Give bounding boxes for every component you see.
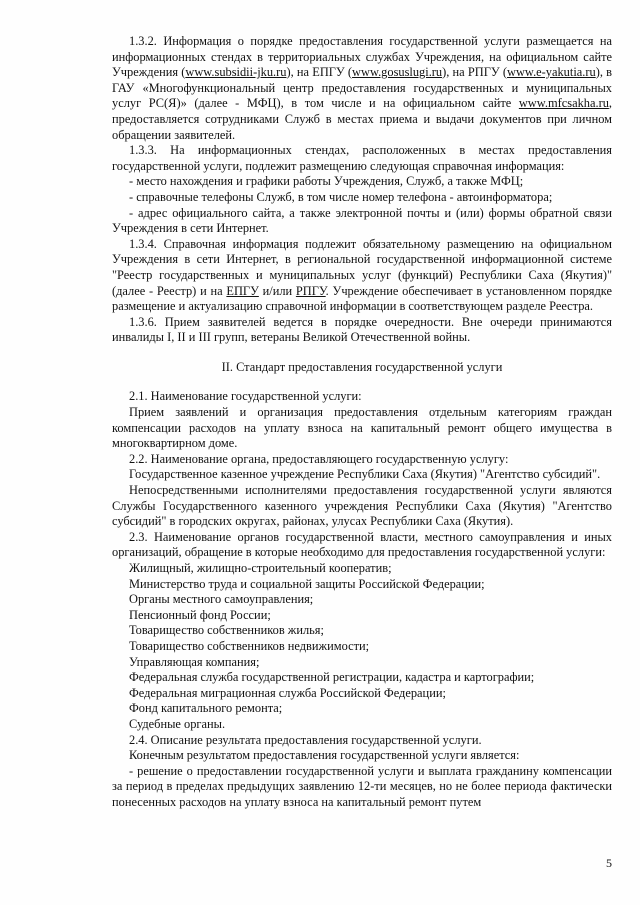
list-item: Пенсионный фонд России;	[129, 607, 271, 622]
list-item: Товарищество собственников недвижимости;	[129, 638, 370, 653]
list-item: Фонд капитального ремонта;	[129, 701, 283, 716]
page-number: 5	[606, 856, 612, 870]
text: ), в ГАУ «Многофункциональный центр предоставления государственных и муниципальных услуг РС(Я)» (далее - МФЦ), в том числе и на официальном сайте	[112, 65, 612, 111]
paragraph-2-2-title: 2.2. Наименование органа, предоставляющего государственную услугу:	[129, 451, 509, 466]
list-item: Министерство труда и социальной защиты Российской Федерации;	[129, 576, 485, 591]
paragraph-2-2-text: Государственное казенное учреждение Республики Саха (Якутия) "Агентство субсидий".	[129, 467, 601, 482]
list-item: Федеральная служба государственной регистрации, кадастра и картографии;	[129, 670, 535, 685]
list-item: Судебные органы.	[129, 716, 226, 731]
paragraph-2-4-item: - решение о предоставлении государственной услуги и выплата гражданину компенсации за период в пределах предыдущих заявлению 12-ти месяцев, но не более периода фактически понесенных расходов на уплату взноса на капитальный ремонт путем	[112, 763, 612, 809]
text: 1.3.4. Справочная информация подлежит обязательному размещению на официальном Учреждения в сети Интернет, в региональной государственной информационной системе "Реестр государственных и муниципальных услуг (функций) Республики Саха (Якутия)" (далее - Реестр) и на	[112, 236, 612, 298]
list-item: - адрес официального сайта, а также электронной почты и (или) формы обратной связи Учреждения в сети Интернет.	[112, 205, 612, 236]
text: , предоставляется сотрудниками Служб в местах приема и выдачи документов при личном обращении заявителей.	[112, 96, 612, 142]
link-epgu[interactable]: ЕПГУ	[226, 283, 259, 298]
link-subsidii[interactable]: www.subsidii-jku.ru	[185, 65, 287, 80]
link-rpgu[interactable]: РПГУ	[295, 283, 326, 298]
text: . Учреждение обеспечивает в установленном порядке размещение и актуализацию справочной информации в соответствующем разделе Реестра.	[112, 283, 612, 314]
paragraph-1-3-6: 1.3.6. Прием заявителей ведется в порядке очередности. Вне очереди принимаются инвалиды I, II и III групп, ветераны Великой Отечественной войны.	[112, 314, 612, 345]
list-item: Органы местного самоуправления;	[129, 592, 314, 607]
text: 1.3.2. Информация о порядке предоставления государственной услуги размещается на информационных стендах в территориальных службах Учреждения, на официальном сайте Учреждения (	[112, 34, 612, 80]
list-item: - место нахождения и графики работы Учреждения, Служб, а также МФЦ;	[129, 174, 524, 189]
text: ), на ЕПГУ (	[286, 65, 353, 80]
list-item: Товарищество собственников жилья;	[129, 623, 324, 638]
paragraph-1-3-4	[112, 237, 612, 315]
paragraph-2-3-title: 2.3. Наименование органов государственной власти, местного самоуправления и иных организаций, обращение в которые необходимо для предоставления государственной услуги:	[112, 529, 612, 560]
paragraph-1-3-2	[112, 34, 612, 143]
link-e-yakutia[interactable]: www.e-yakutia.ru	[507, 65, 596, 80]
paragraph-2-4-text: Конечным результатом предоставления государственной услуги является:	[129, 748, 520, 763]
list-item: Федеральная миграционная служба Российской Федерации;	[129, 685, 446, 700]
document-body	[112, 34, 612, 811]
link-gosuslugi[interactable]: www.gosuslugi.ru	[352, 65, 443, 80]
paragraph-2-4-title: 2.4. Описание результата предоставления государственной услуги.	[129, 732, 482, 747]
paragraph-2-1-title: 2.1. Наименование государственной услуги:	[129, 389, 362, 404]
text: ), на РПГУ (	[442, 65, 508, 80]
list-item: Управляющая компания;	[129, 654, 260, 669]
section-heading: II. Стандарт предоставления государственной услуги	[221, 359, 503, 374]
text: и/или	[258, 283, 296, 298]
paragraph-2-1-text: Прием заявлений и организация предоставления отдельным категориям граждан компенсации расходов на уплату взноса на капитальный ремонт общего имущества в многоквартирном доме.	[112, 405, 612, 451]
paragraph-2-2-executors: Непосредственными исполнителями предоставления государственной услуги являются Службы Государственного казенного учреждения Республики Саха (Якутия) "Агентство субсидий" в городских округах, районах, улусах Республики Саха (Якутия).	[112, 483, 612, 529]
link-mfcsakha[interactable]: www.mfcsakha.ru	[518, 96, 609, 111]
paragraph-1-3-3: 1.3.3. На информационных стендах, расположенных в местах предоставления государственной услуги, подлежит размещению следующая справочная информация:	[112, 143, 612, 173]
list-item: Жилищный, жилищно-строительный кооператив;	[129, 561, 392, 575]
list-item: - справочные телефоны Служб, в том числе номер телефона - автоинформатора;	[129, 189, 553, 204]
